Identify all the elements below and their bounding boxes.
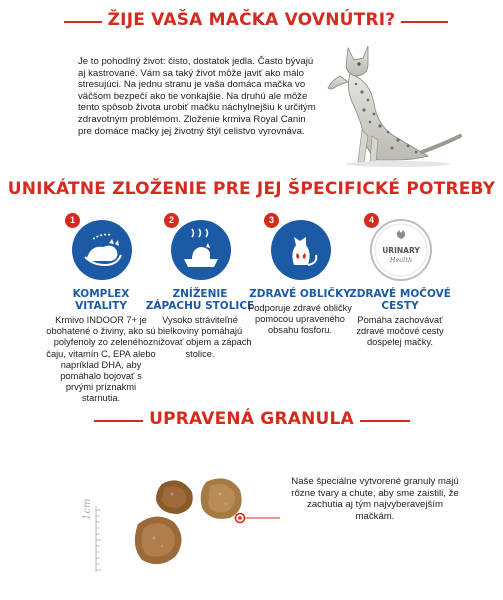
urinary-icon-label: URINARY bbox=[382, 246, 420, 255]
ruler-label: 1cm bbox=[82, 498, 93, 520]
section-title-indoor-text: ŽIJE VAŠA MAČKA VOVNÚTRI? bbox=[102, 10, 402, 30]
health-icon-label: Health bbox=[389, 256, 413, 264]
cat-photo bbox=[318, 40, 468, 172]
benefit-odor bbox=[145, 213, 255, 360]
benefit-number-4: 4 bbox=[364, 213, 379, 228]
benefit-number-1: 1 bbox=[65, 213, 80, 228]
granule-description: Naše špeciálne vytvorené granuly majú rôzne tvary a chute, aby sme zaistili, že zachutia aj tým najvyberavejším mačkám. bbox=[291, 476, 459, 522]
section-title-composition-text: UNIKÁTNE ZLOŽENIE PRE JEJ ŠPECIFICKÉ POTREBY bbox=[2, 179, 502, 199]
benefit-title: ZDRAVÉ OBLIČKY bbox=[249, 288, 351, 300]
benefit-description: Podporuje zdravé obličky pomocou upraveného obsahu fosforu. bbox=[248, 303, 352, 336]
benefit-urinary bbox=[345, 213, 455, 349]
benefit-title: ZDRAVÉ MOČOVÉ CESTY bbox=[349, 288, 451, 312]
benefit-title: ZNÍŽENIE ZÁPACHU STOLICE bbox=[145, 288, 255, 312]
benefit-description: Pomáha zachovávať zdravé močové cesty dospelej mačky. bbox=[356, 315, 444, 348]
benefit-description: Vysoko stráviteľné bielkoviny pomáhajú znižovať objem a zápach stolice. bbox=[148, 315, 252, 359]
section-title-composition bbox=[0, 179, 503, 203]
benefit-number-3: 3 bbox=[264, 213, 279, 228]
benefit-number-2: 2 bbox=[164, 213, 179, 228]
intro-paragraph: Je to pohodlný život: čisto, dostatok jedla. Často bývajú aj kastrované. Vám sa taký život môže javiť ako málo stresujúci. Na jednu stranu je vaša domáca mačka vo väčšom bezpečí ako tie vonkajšie. Na druhú ale môže tento spôsob života urobiť mačku náchylnejšiu k určitým zdravotným problémom. Zloženie krmiva Royal Canin pre domáce mačky jej životný štýl celistvo vyrovnáva. bbox=[78, 56, 316, 137]
section-title-granule-text: UPRAVENÁ GRANULA bbox=[143, 409, 360, 429]
section-title-indoor bbox=[0, 10, 503, 34]
benefit-title: KOMPLEX VITALITY bbox=[72, 288, 130, 312]
benefit-description: Krmivo INDOOR 7+ je obohatené o živiny, ako sú polyfenoly zo zeleného čaju, vitamín C, EPA alebo napríklad DHA, aby pomáhalo bojovať s prvými príznakmi starnutia. bbox=[46, 315, 156, 404]
benefit-vitality bbox=[46, 213, 156, 405]
kibble-photo bbox=[70, 460, 280, 585]
benefit-kidneys bbox=[245, 213, 355, 337]
section-title-granule bbox=[0, 409, 503, 433]
